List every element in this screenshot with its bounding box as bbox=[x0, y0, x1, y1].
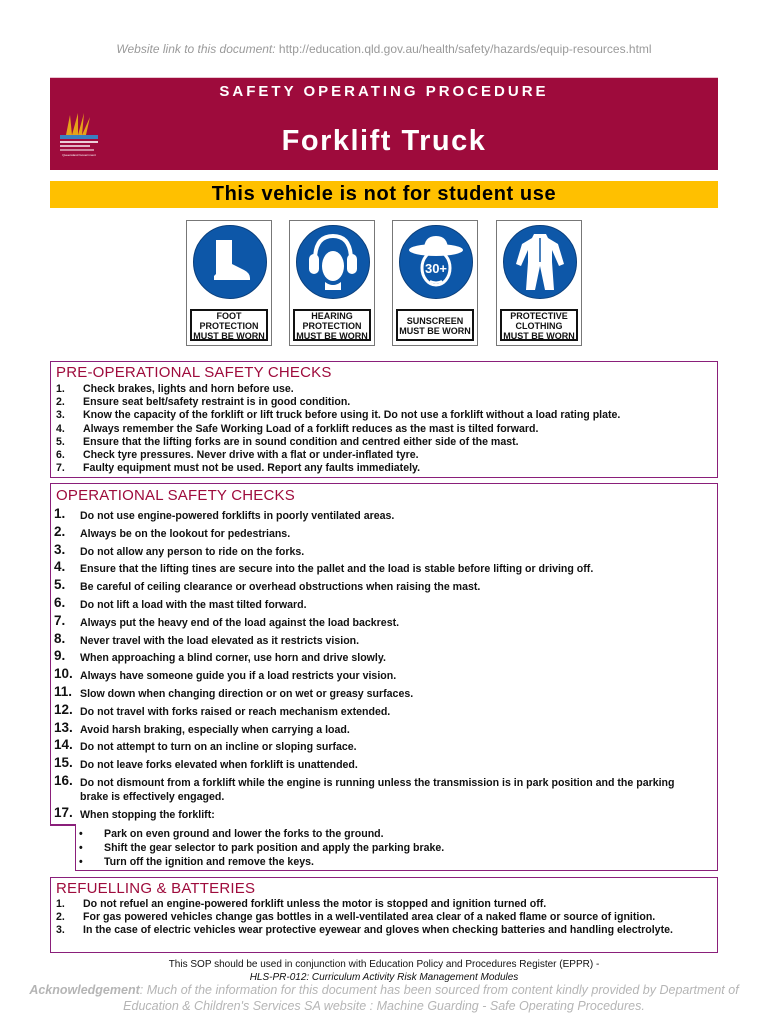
footer-note: This SOP should be used in conjunction with Education Policy and Procedures Register (EPPR) - bbox=[168, 959, 600, 970]
list-item: 6. Check tyre pressures. Never drive with a flat or under-inflated tyre. bbox=[56, 449, 419, 462]
website-link bbox=[0, 42, 768, 56]
sop-header: SAFETY OPERATING PROCEDURE bbox=[219, 83, 549, 100]
pre-operational-section bbox=[50, 361, 718, 478]
website-link-url[interactable]: http://education.qld.gov.au/health/safety/hazards/equip-resources.html bbox=[278, 42, 652, 56]
boot-icon bbox=[194, 226, 266, 298]
list-item: 4. Always remember the Safe Working Load of a forklift reduces as the mast is tilted forward. bbox=[56, 422, 539, 435]
list-item: 7. Always put the heavy end of the load against the load backrest. bbox=[54, 612, 400, 629]
list-item: 10. Always have someone guide you if a load restricts your vision. bbox=[54, 666, 397, 683]
overalls-icon bbox=[504, 226, 576, 298]
list-item: 16. Do not dismount from a forklift while the engine is running unless the transmission is in park position and the parking brake is effectively engaged. bbox=[54, 772, 675, 803]
refuelling-section bbox=[50, 877, 718, 953]
list-item: 9. When approaching a blind corner, use horn and drive slowly. bbox=[54, 648, 386, 665]
list-item: • Shift the gear selector to park position and apply the parking brake. bbox=[76, 841, 444, 855]
acknowledgement-label: Acknowledgement bbox=[29, 983, 140, 997]
list-item: 3. Know the capacity of the forklift or lift truck before using it. Do not use a forklift without a load rating plate. bbox=[56, 409, 621, 422]
pre-operational-heading: PRE-OPERATIONAL SAFETY CHECKS bbox=[56, 364, 332, 381]
stopping-steps bbox=[75, 824, 718, 871]
list-item: • Turn off the ignition and remove the keys. bbox=[76, 855, 444, 869]
list-item: 1. Check brakes, lights and horn before use. bbox=[56, 383, 294, 395]
hearing-protection-sign: HEARING PROTECTION MUST BE WORN bbox=[289, 220, 375, 346]
pre-operational-list bbox=[56, 383, 620, 475]
list-item: 12. Do not travel with forks raised or reach mechanism extended. bbox=[54, 701, 391, 718]
footer-code: HLS-PR-012: Curriculum Activity Risk Management Modules bbox=[249, 972, 519, 983]
sunhat-icon bbox=[400, 226, 472, 298]
list-item: 1. Do not refuel an engine-powered forklift unless the motor is stopped and ignition turned off. bbox=[56, 898, 547, 910]
list-item: 11. Slow down when changing direction or on wet or greasy surfaces. bbox=[54, 683, 414, 700]
list-item: 13. Avoid harsh braking, especially when carrying a load. bbox=[54, 719, 350, 736]
list-item: 2. Always be on the lookout for pedestrians. bbox=[54, 523, 291, 540]
acknowledgement-text: : Much of the information for this document has been sourced from content kindly provided by Department of Education & Children's Services SA website : Machine Guarding - Safe Operating Procedures. bbox=[123, 983, 739, 1013]
protective-clothing-sign: PROTECTIVE CLOTHING MUST BE WORN bbox=[496, 220, 582, 346]
list-item: 7. Faulty equipment must not be used. Report any faults immediately. bbox=[56, 462, 421, 475]
website-link-label: Website link to this document: bbox=[116, 42, 276, 56]
operational-list bbox=[54, 506, 692, 826]
list-item: 15. Do not leave forks elevated when forklift is unattended. bbox=[54, 755, 358, 772]
page-title: Forklift Truck bbox=[281, 125, 487, 157]
earmuffs-icon bbox=[297, 226, 369, 298]
operational-section bbox=[50, 483, 718, 825]
list-item: 2. For gas powered vehicles change gas bottles in a well-ventilated area clear of a naked flame or source of ignition. bbox=[56, 911, 656, 924]
list-item: 17. When stopping the forklift: bbox=[54, 804, 215, 821]
acknowledgement bbox=[0, 982, 768, 1014]
list-item: • Park on even ground and lower the forks to the ground. bbox=[76, 827, 444, 841]
list-item: 8. Never travel with the load elevated as it restricts vision. bbox=[54, 630, 360, 647]
svg-text:Queensland Government: Queensland Government bbox=[62, 153, 96, 157]
sop-banner bbox=[50, 77, 718, 170]
list-item: 2. Ensure seat belt/safety restraint is in good condition. bbox=[56, 396, 351, 409]
list-item: 4. Ensure that the lifting tines are secure into the pallet and the load is stable before lifting or driving off. bbox=[54, 559, 594, 576]
list-item: 14. Do not attempt to turn on an incline or sloping surface. bbox=[54, 737, 357, 754]
list-item: 3. Do not allow any person to ride on the forks. bbox=[54, 541, 305, 558]
list-item: 5. Be careful of ceiling clearance or overhead obstructions when raising the mast. bbox=[54, 577, 481, 594]
svg-text:30+: 30+ bbox=[424, 261, 448, 276]
ppe-signs bbox=[186, 220, 582, 348]
list-item: 5. Ensure that the lifting forks are in sound condition and centred either side of the mast. bbox=[56, 435, 519, 448]
list-item: 6. Do not lift a load with the mast tilted forward. bbox=[54, 594, 307, 611]
student-warning: This vehicle is not for student use bbox=[50, 181, 718, 208]
operational-heading: OPERATIONAL SAFETY CHECKS bbox=[56, 487, 295, 504]
list-item: 1. Do not use engine-powered forklifts in poorly ventilated areas. bbox=[54, 506, 395, 522]
refuelling-heading: REFUELLING & BATTERIES bbox=[56, 880, 256, 897]
foot-protection-sign: FOOT PROTECTION MUST BE WORN bbox=[186, 220, 272, 346]
list-item: 3. In the case of electric vehicles wear protective eyewear and gloves when checking batteries and handling electrolyte. bbox=[56, 924, 673, 937]
refuelling-list bbox=[56, 898, 703, 938]
sunscreen-sign: 30+ SUNSCREEN MUST BE WORN bbox=[392, 220, 478, 346]
